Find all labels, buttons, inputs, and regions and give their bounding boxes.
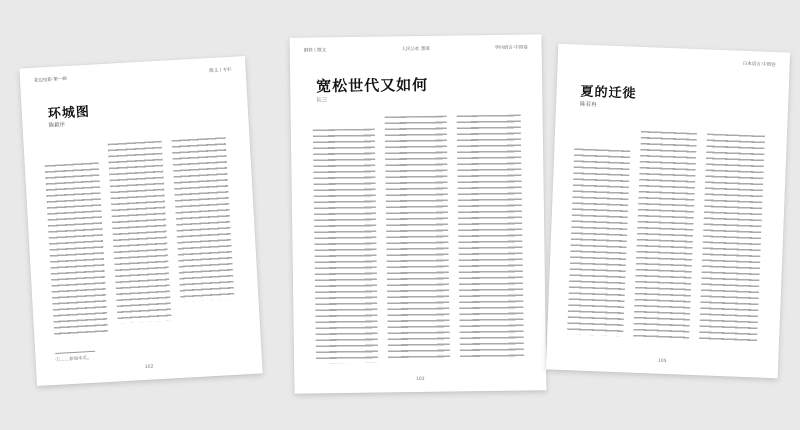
text-column-3 bbox=[699, 133, 765, 341]
running-header-right: 散文丨专栏 bbox=[209, 67, 232, 74]
article-author: 长三 bbox=[316, 97, 328, 104]
footnote-rule bbox=[55, 351, 95, 354]
text-column-1 bbox=[45, 162, 108, 335]
running-header bbox=[34, 67, 232, 88]
page-number: 105 bbox=[657, 358, 667, 365]
text-column-2 bbox=[108, 141, 172, 324]
document-page-middle bbox=[290, 34, 547, 393]
running-header-right: 学问语言·中国卷 bbox=[494, 45, 528, 51]
text-column-3 bbox=[172, 137, 235, 302]
page-number: 102 bbox=[144, 364, 154, 371]
article-title: 环城图 bbox=[47, 104, 91, 123]
article-author: 陈若冉 bbox=[579, 101, 597, 109]
article-title: 夏的迁徙 bbox=[580, 84, 637, 102]
footnote-text: ①……参阅本页。 bbox=[55, 355, 92, 363]
document-page-right bbox=[546, 44, 790, 379]
article-title: 宽松世代又如何 bbox=[316, 75, 429, 96]
document-page-left bbox=[19, 56, 262, 386]
text-column-2 bbox=[633, 131, 697, 339]
article-author: 陈毅序 bbox=[48, 122, 66, 130]
page-number: 103 bbox=[415, 376, 425, 383]
text-column-3 bbox=[457, 115, 524, 360]
text-column-1 bbox=[567, 148, 630, 336]
running-header bbox=[304, 44, 528, 57]
running-header bbox=[572, 54, 776, 72]
running-header-right: 日本语言·中国卷 bbox=[742, 61, 776, 69]
running-header-center: 人民公社 墨迹 bbox=[401, 46, 430, 53]
running-header-left: 花边电影·第一辑 bbox=[33, 76, 68, 84]
running-header-left: 钢铁丨散文 bbox=[303, 48, 327, 54]
text-column-2 bbox=[385, 116, 450, 361]
text-column-1 bbox=[313, 129, 378, 364]
